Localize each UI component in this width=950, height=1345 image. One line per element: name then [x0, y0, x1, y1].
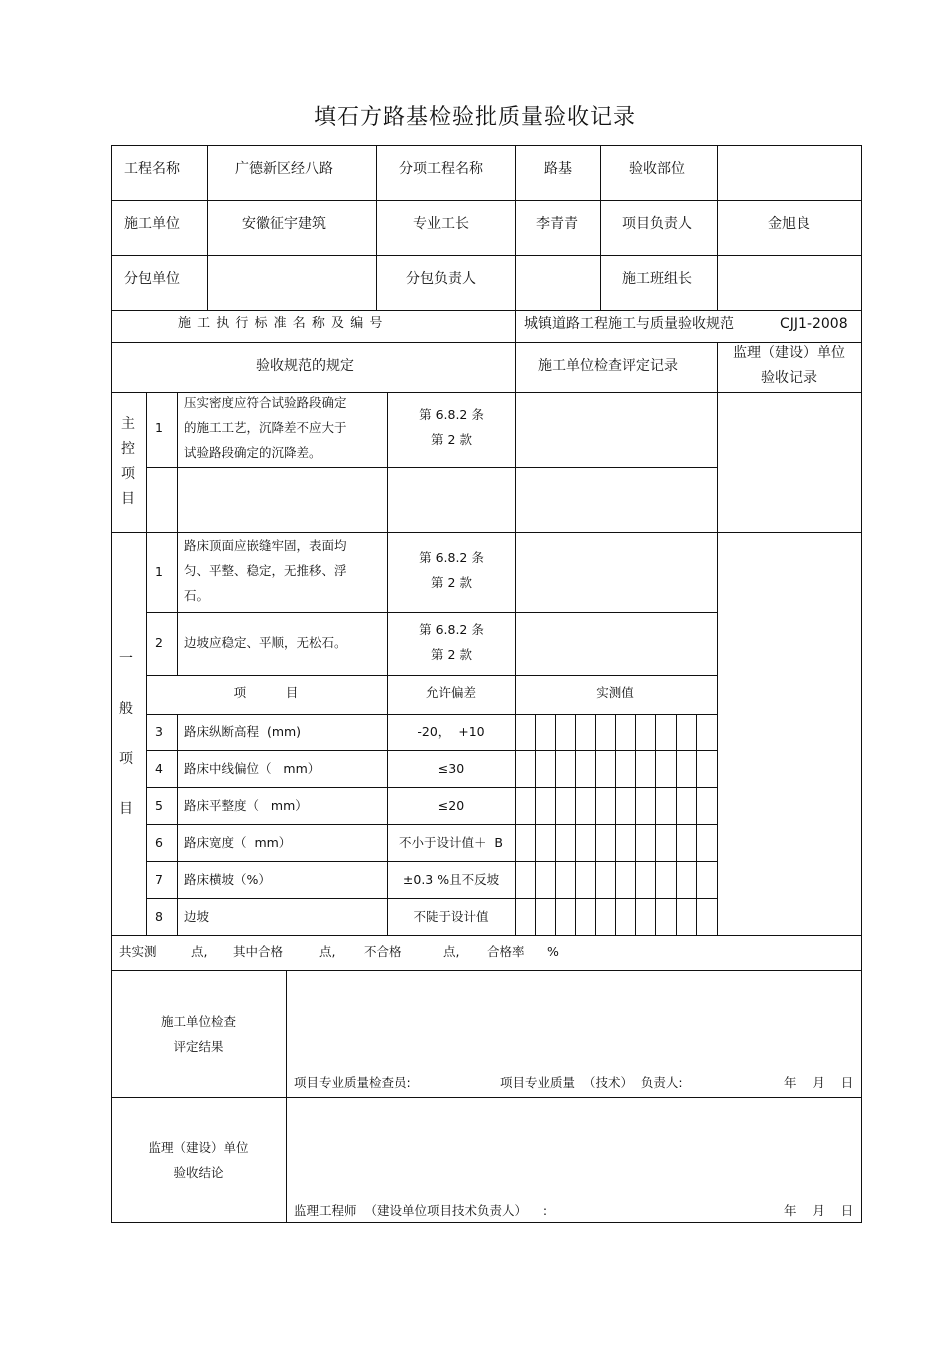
table-line: [146, 861, 717, 862]
supervisor-result-label: 监理（建设）单位 验收结论: [148, 1140, 249, 1180]
standard-name: 城镇道路工程施工与质量验收规范: [524, 316, 734, 332]
general-item-ref: 第 6.8.2 条 第 2 款: [419, 622, 484, 662]
table-line: [111, 310, 862, 311]
standard-label: 施 工 执 行 标 准 名 称 及 编 号: [178, 316, 383, 331]
supervisor-column-header-line1: 监理（建设）单位: [733, 345, 845, 361]
general-item-text: 边坡应稳定、平顺，无松石。: [184, 635, 347, 650]
table-line: [207, 145, 208, 310]
supervisor-engineer-signature: 监理工程师 （建设单位项目技术负责人） :: [294, 1203, 548, 1218]
table-line: [111, 200, 862, 201]
measure-grid-line: [696, 714, 697, 935]
table-line: [146, 714, 717, 715]
table-line: [111, 342, 862, 343]
table-line: [111, 145, 862, 146]
main-control-label-char: 项: [121, 466, 135, 482]
table-line: [286, 970, 287, 1222]
measure-grid-line: [535, 714, 536, 935]
dev-row-no: 8: [155, 909, 163, 924]
summary-total-label: 共实测: [119, 944, 157, 959]
foreman-label: 专业工长: [413, 216, 469, 232]
summary-unit: 点,: [443, 944, 460, 959]
general-item-ref: 第 6.8.2 条 第 2 款: [419, 550, 484, 590]
general-item-no: 2: [155, 635, 163, 650]
dev-row-item: 路床平整度（ mm）: [184, 798, 308, 813]
dev-row-tolerance: ±0.3 %且不反坡: [402, 872, 500, 887]
subcontractor-label: 分包单位: [124, 271, 180, 287]
accept-part-label: 验收部位: [629, 161, 685, 177]
dev-row-item: 边坡: [184, 909, 210, 924]
summary-percent: %: [547, 944, 559, 959]
contractor-label: 施工单位: [124, 216, 180, 232]
general-label-char: 项: [119, 751, 133, 767]
table-line: [111, 145, 112, 1223]
dev-row-tolerance: 不陡于设计值: [413, 909, 489, 924]
table-line: [146, 675, 717, 676]
table-line: [177, 392, 178, 675]
table-line: [515, 392, 516, 935]
pm-label: 项目负责人: [622, 216, 692, 232]
main-control-item-ref: 第 6.8.2 条 第 2 款: [419, 407, 484, 447]
project-name-value: 广德新区经八路: [235, 161, 333, 177]
general-item-no: 1: [155, 564, 163, 579]
measure-grid-line: [655, 714, 656, 935]
summary-unit: 点,: [191, 944, 208, 959]
table-line: [146, 750, 717, 751]
table-line: [515, 145, 516, 310]
quality-tech-lead-signature: 项目专业质量 （技术） 负责人:: [500, 1075, 683, 1090]
supervisor-result-date: 年 月 日: [784, 1203, 854, 1218]
check-record-column-header: 施工单位检查评定记录: [538, 358, 678, 374]
contractor-value: 安徽征宇建筑: [242, 216, 326, 232]
table-line: [376, 145, 377, 310]
page-title: 填石方路基检验批质量验收记录: [313, 105, 636, 130]
main-control-item-text: 压实密度应符合试验路段确定 的施工工艺，沉降差不应大于 试验路段确定的沉降差。: [184, 395, 347, 460]
table-line: [146, 467, 717, 468]
table-line: [146, 898, 717, 899]
measure-grid-line: [676, 714, 677, 935]
general-label-char: 目: [119, 801, 133, 817]
supervisor-column-header-line2: 验收记录: [761, 370, 817, 386]
main-control-label-char: 主: [121, 416, 135, 432]
measure-grid-line: [615, 714, 616, 935]
quality-inspector-signature: 项目专业质量检查员:: [294, 1075, 411, 1090]
spec-column-header: 验收规范的规定: [256, 358, 354, 374]
table-line: [177, 714, 178, 935]
dev-row-no: 5: [155, 798, 163, 813]
dev-header-tolerance: 允许偏差: [425, 685, 477, 700]
measure-grid-line: [635, 714, 636, 935]
table-line: [146, 824, 717, 825]
summary-fail-label: 不合格: [364, 944, 402, 959]
summary-rate-label: 合格率: [487, 944, 525, 959]
project-name-label: 工程名称: [124, 161, 180, 177]
table-line: [861, 145, 862, 1223]
dev-row-item: 路床宽度（ mm）: [184, 835, 292, 850]
dev-row-no: 3: [155, 724, 163, 739]
table-line: [717, 145, 718, 310]
dev-row-tolerance: ≤30: [437, 761, 465, 776]
sub-item-label: 分项工程名称: [399, 161, 483, 177]
table-line: [111, 255, 862, 256]
dev-row-tolerance: -20， +10: [417, 724, 485, 739]
table-line: [146, 612, 717, 613]
table-line: [515, 310, 516, 342]
dev-row-no: 7: [155, 872, 163, 887]
table-line: [146, 787, 717, 788]
general-item-text: 路床顶面应嵌缝牢固，表面均 匀、平整、稳定，无推移、浮 石。: [184, 538, 347, 603]
dev-row-tolerance: 不小于设计值＋ B: [398, 835, 504, 850]
measure-grid-line: [555, 714, 556, 935]
table-line: [111, 935, 862, 936]
table-line: [717, 342, 718, 935]
dev-header-item: 项 目: [233, 685, 299, 700]
contractor-result-label: 施工单位检查 评定结果: [160, 1014, 236, 1054]
measure-grid-line: [595, 714, 596, 935]
table-line: [111, 970, 862, 971]
pm-value: 金旭良: [768, 216, 810, 232]
dev-row-no: 6: [155, 835, 163, 850]
table-line: [111, 1222, 862, 1223]
dev-header-measured: 实测值: [596, 685, 634, 700]
main-control-label-char: 控: [121, 441, 135, 457]
measure-grid-line: [575, 714, 576, 935]
summary-pass-label: 其中合格: [233, 944, 284, 959]
contractor-result-date: 年 月 日: [784, 1075, 854, 1090]
general-label-char: 般: [119, 701, 133, 717]
summary-unit: 点,: [319, 944, 336, 959]
table-line: [515, 342, 516, 392]
sub-item-value: 路基: [544, 161, 572, 177]
team-leader-label: 施工班组长: [622, 271, 692, 287]
dev-row-no: 4: [155, 761, 163, 776]
foreman-value: 李青青: [536, 216, 578, 232]
general-label-char: 一: [119, 651, 133, 667]
main-control-item-no: 1: [155, 420, 163, 435]
dev-row-item: 路床横坡（%）: [184, 872, 271, 887]
table-line: [111, 1097, 862, 1098]
main-control-label-char: 目: [121, 491, 135, 507]
sub-pm-label: 分包负责人: [406, 271, 476, 287]
table-line: [600, 145, 601, 310]
dev-row-tolerance: ≤20: [437, 798, 465, 813]
standard-code: CJJ1-2008: [780, 316, 848, 332]
table-line: [146, 392, 147, 935]
dev-row-item: 路床中线偏位（ mm）: [184, 761, 321, 776]
dev-row-item: 路床纵断高程 (mm): [184, 724, 302, 739]
